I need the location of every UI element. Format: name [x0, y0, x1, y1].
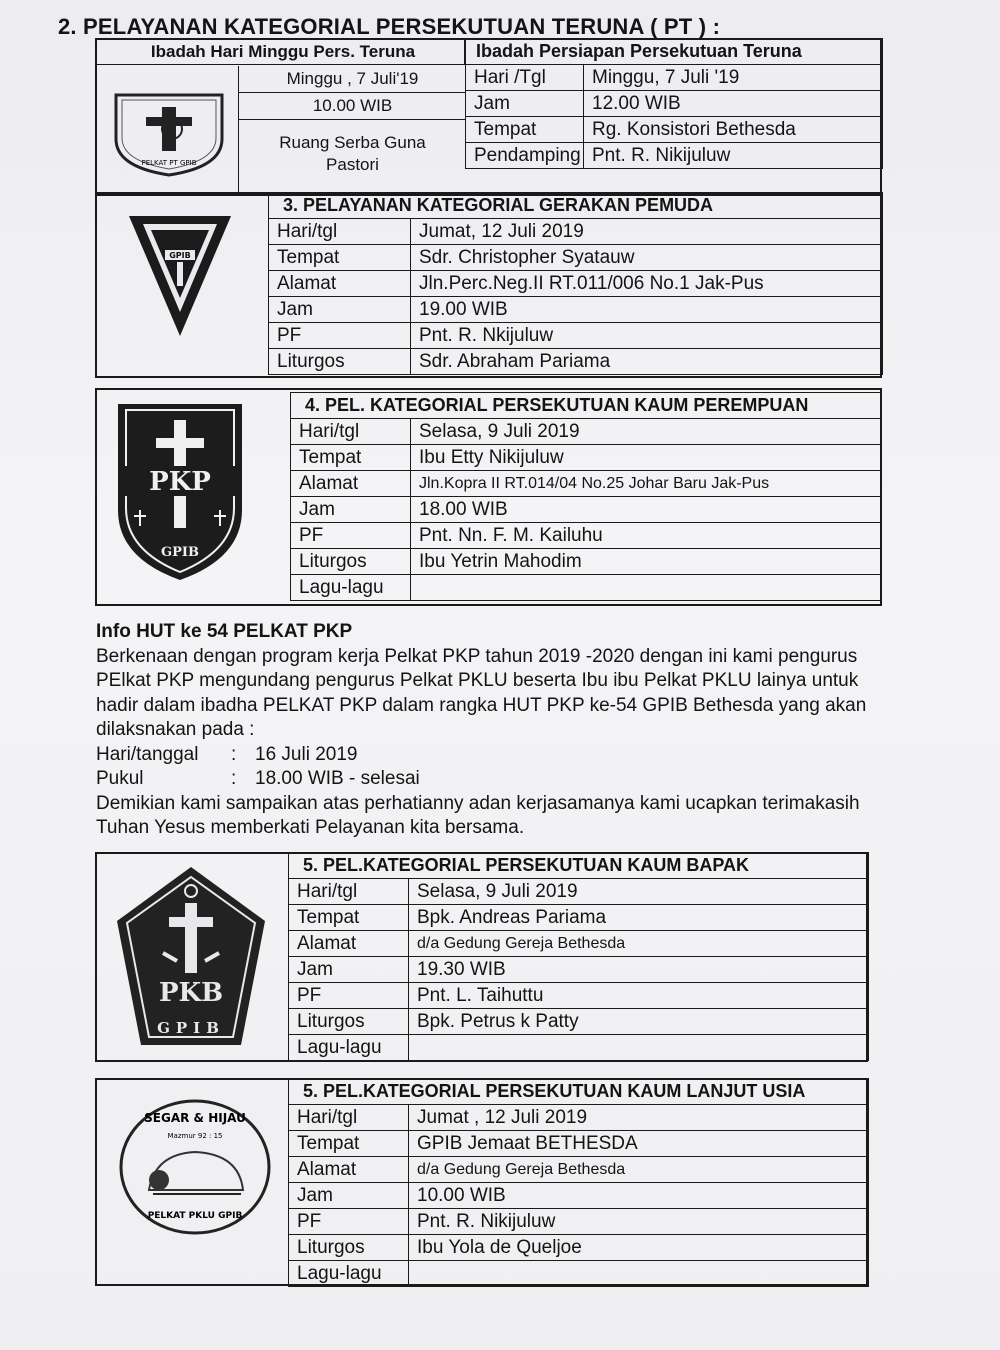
gp-logo-text: GPIB	[169, 251, 191, 260]
pkb-logo-text-2: GPIB	[156, 1018, 225, 1037]
row-label: Alamat	[269, 271, 411, 297]
table-row	[269, 323, 883, 349]
table-row	[269, 271, 883, 297]
pt-left-details	[238, 66, 466, 196]
pkp-logo-text-1: PKP	[149, 467, 211, 497]
row-value: 19.30 WIB	[409, 957, 869, 983]
row-value: Ibu Yola de Queljoe	[409, 1235, 869, 1261]
info-date-value: 16 Juli 2019	[255, 743, 358, 765]
row-value: Ibu Yetrin Mahodim	[411, 549, 881, 575]
pkb-logo-text-1: PKB	[158, 977, 223, 1008]
pkp-title: 4. PEL. KATEGORIAL PERSEKUTUAN KAUM PEREMPUAN	[291, 393, 881, 419]
row-label: Jam	[466, 91, 584, 117]
info-closing-2: Tuhan Yesus memberkati Pelayanan kita bersama.	[96, 817, 525, 838]
table-row	[289, 1261, 869, 1287]
pt-shield-icon	[110, 91, 228, 177]
gp-table	[268, 192, 883, 375]
pt-logo-text: PELKAT PT GPIB	[141, 159, 197, 167]
pt-left-place-2: Pastori	[326, 155, 379, 174]
info-closing-1: Demikian kami sampaikan atas perhatianny adan kerjasamanya kami ucapkan terimakasih	[96, 792, 860, 814]
row-label: Alamat	[291, 471, 411, 497]
row-value	[411, 575, 881, 601]
pkb-title: 5. PEL.KATEGORIAL PERSEKUTUAN KAUM BAPAK	[289, 853, 869, 879]
row-label: Tempat	[269, 245, 411, 271]
pkb-pentagon-icon	[111, 861, 271, 1051]
row-label: Lagu-lagu	[291, 575, 411, 601]
pt-left-date: Minggu , 7 Juli'19	[239, 66, 466, 93]
table-row	[269, 219, 883, 245]
row-label: Liturgos	[291, 549, 411, 575]
pkp-logo-text-2: GPIB	[161, 545, 199, 560]
row-label: Alamat	[289, 1157, 409, 1183]
row-label: Liturgos	[269, 349, 411, 375]
pt-left-time: 10.00 WIB	[239, 93, 466, 120]
pt-right-table	[465, 38, 883, 169]
pt-left-place-1: Ruang Serba Guna	[279, 133, 426, 152]
info-separator: :	[231, 768, 237, 789]
row-value: Pnt. L. Taihuttu	[409, 983, 869, 1009]
row-label: PF	[269, 323, 411, 349]
table-row	[289, 957, 869, 983]
info-line: dilaksnakan pada :	[96, 719, 255, 740]
row-label: Tempat	[289, 1131, 409, 1157]
row-label: Jam	[269, 297, 411, 323]
table-row	[466, 65, 883, 91]
row-value	[409, 1261, 869, 1287]
row-label: Alamat	[289, 931, 409, 957]
info-separator: :	[231, 743, 237, 765]
pkb-logo	[108, 858, 273, 1053]
row-value: Rg. Konsistori Bethesda	[584, 117, 883, 143]
row-value: Pnt. Nn. F. M. Kailuhu	[411, 523, 881, 549]
row-value: Pnt. R. Nkijuluw	[411, 323, 883, 349]
row-label: Lagu-lagu	[289, 1261, 409, 1287]
row-label: Tempat	[466, 117, 584, 143]
table-row	[291, 549, 881, 575]
row-value: 10.00 WIB	[409, 1183, 869, 1209]
row-value: 12.00 WIB	[584, 91, 883, 117]
pklu-table	[288, 1078, 869, 1287]
table-row	[269, 245, 883, 271]
row-label: Liturgos	[289, 1235, 409, 1261]
row-value	[409, 1035, 869, 1061]
row-label: Jam	[291, 497, 411, 523]
pklu-logo	[112, 1092, 277, 1242]
table-row	[291, 575, 881, 601]
table-row	[289, 1131, 869, 1157]
gp-title: 3. PELAYANAN KATEGORIAL GERAKAN PEMUDA	[269, 193, 883, 219]
row-value: Sdr. Abraham Pariama	[411, 349, 883, 375]
row-value: 19.00 WIB	[411, 297, 883, 323]
row-value: Bpk. Petrus k Patty	[409, 1009, 869, 1035]
table-row	[466, 117, 883, 143]
table-row	[289, 1009, 869, 1035]
row-value: Sdr. Christopher Syatauw	[411, 245, 883, 271]
row-value: Pnt. R. Nikijuluw	[409, 1209, 869, 1235]
row-value: 18.00 WIB	[411, 497, 881, 523]
table-row	[291, 497, 881, 523]
row-value: Jumat , 12 Juli 2019	[409, 1105, 869, 1131]
row-value: Minggu, 7 Juli '19	[584, 65, 883, 91]
row-label: Jam	[289, 957, 409, 983]
table-row	[269, 349, 883, 375]
pkb-table	[288, 852, 869, 1061]
row-label: PF	[291, 523, 411, 549]
row-label: Tempat	[291, 445, 411, 471]
row-label: Hari/tgl	[289, 1105, 409, 1131]
pklu-logo-bottom: PELKAT PKLU GPIB	[147, 1211, 242, 1221]
row-value: Jln.Perc.Neg.II RT.011/006 No.1 Jak-Pus	[411, 271, 883, 297]
info-line: Berkenaan dengan program kerja Pelkat PKP tahun 2019 -2020 dengan ini kami pengurus	[96, 645, 858, 667]
gp-logo	[120, 205, 240, 345]
table-row	[289, 879, 869, 905]
info-time-label: Pukul	[96, 768, 144, 789]
info-date-row	[96, 743, 926, 768]
info-title: Info HUT ke 54 PELKAT PKP	[96, 621, 353, 642]
row-label: Liturgos	[289, 1009, 409, 1035]
pkp-table	[290, 392, 881, 601]
row-label: Hari/tgl	[291, 419, 411, 445]
table-row	[289, 1105, 869, 1131]
info-line: hadir dalam ibadha PELKAT PKP dalam rangka HUT PKP ke-54 GPIB Bethesda yang akan	[96, 694, 867, 716]
row-value: Ibu Etty Nikijuluw	[411, 445, 881, 471]
pklu-circle-icon	[115, 1094, 275, 1240]
row-label: PF	[289, 983, 409, 1009]
row-label: PF	[289, 1209, 409, 1235]
table-row	[291, 523, 881, 549]
row-value: Bpk. Andreas Pariama	[409, 905, 869, 931]
row-label: Pendamping	[466, 143, 584, 169]
pt-left-title: Ibadah Hari Minggu Pers. Teruna	[96, 39, 465, 65]
pkp-shield-icon	[112, 398, 248, 584]
section-heading: 2. PELAYANAN KATEGORIAL PERSEKUTUAN TERUNA ( PT ) :	[58, 14, 721, 39]
table-row	[466, 143, 883, 169]
row-value: Pnt. R. Nikijuluw	[584, 143, 883, 169]
table-row	[291, 471, 881, 497]
table-row	[289, 931, 869, 957]
pt-right-title: Ibadah Persiapan Persekutuan Teruna	[466, 39, 883, 65]
table-row	[466, 91, 883, 117]
pt-left-table	[95, 38, 465, 65]
row-label: Hari/tgl	[269, 219, 411, 245]
row-label: Jam	[289, 1183, 409, 1209]
pklu-logo-verse: Mazmur 92 : 15	[167, 1132, 222, 1140]
info-line: PElkat PKP mengundang pengurus Pelkat PKLU beserta Ibu ibu Pelkat PKLU lainya untuk	[96, 670, 859, 691]
row-value: Jumat, 12 Juli 2019	[411, 219, 883, 245]
row-value: GPIB Jemaat BETHESDA	[409, 1131, 869, 1157]
table-row	[289, 1209, 869, 1235]
info-time-value: 18.00 WIB - selesai	[255, 768, 420, 789]
row-value: Jln.Kopra II RT.014/04 No.25 Johar Baru Jak-Pus	[411, 471, 881, 497]
table-row	[289, 983, 869, 1009]
info-block	[96, 620, 926, 841]
row-label: Lagu-lagu	[289, 1035, 409, 1061]
row-value: Selasa, 9 Juli 2019	[409, 879, 869, 905]
table-row	[289, 1235, 869, 1261]
info-date-label: Hari/tanggal	[96, 743, 199, 765]
info-time-row	[96, 767, 926, 792]
table-row	[289, 1183, 869, 1209]
table-row	[289, 905, 869, 931]
table-row	[269, 297, 883, 323]
table-row	[291, 445, 881, 471]
row-label: Hari /Tgl	[466, 65, 584, 91]
row-value: d/a Gedung Gereja Bethesda	[409, 1157, 869, 1183]
table-row	[289, 1157, 869, 1183]
pkp-logo	[110, 396, 250, 586]
row-label: Hari/tgl	[289, 879, 409, 905]
pt-logo	[108, 88, 230, 180]
row-value: Selasa, 9 Juli 2019	[411, 419, 881, 445]
pklu-title: 5. PEL.KATEGORIAL PERSEKUTUAN KAUM LANJUT USIA	[289, 1079, 869, 1105]
pklu-logo-top: SEGAR & HIJAU	[143, 1111, 246, 1125]
gp-triangle-icon	[125, 210, 235, 340]
table-row	[291, 419, 881, 445]
table-row	[289, 1035, 869, 1061]
row-value: d/a Gedung Gereja Bethesda	[409, 931, 869, 957]
row-label: Tempat	[289, 905, 409, 931]
